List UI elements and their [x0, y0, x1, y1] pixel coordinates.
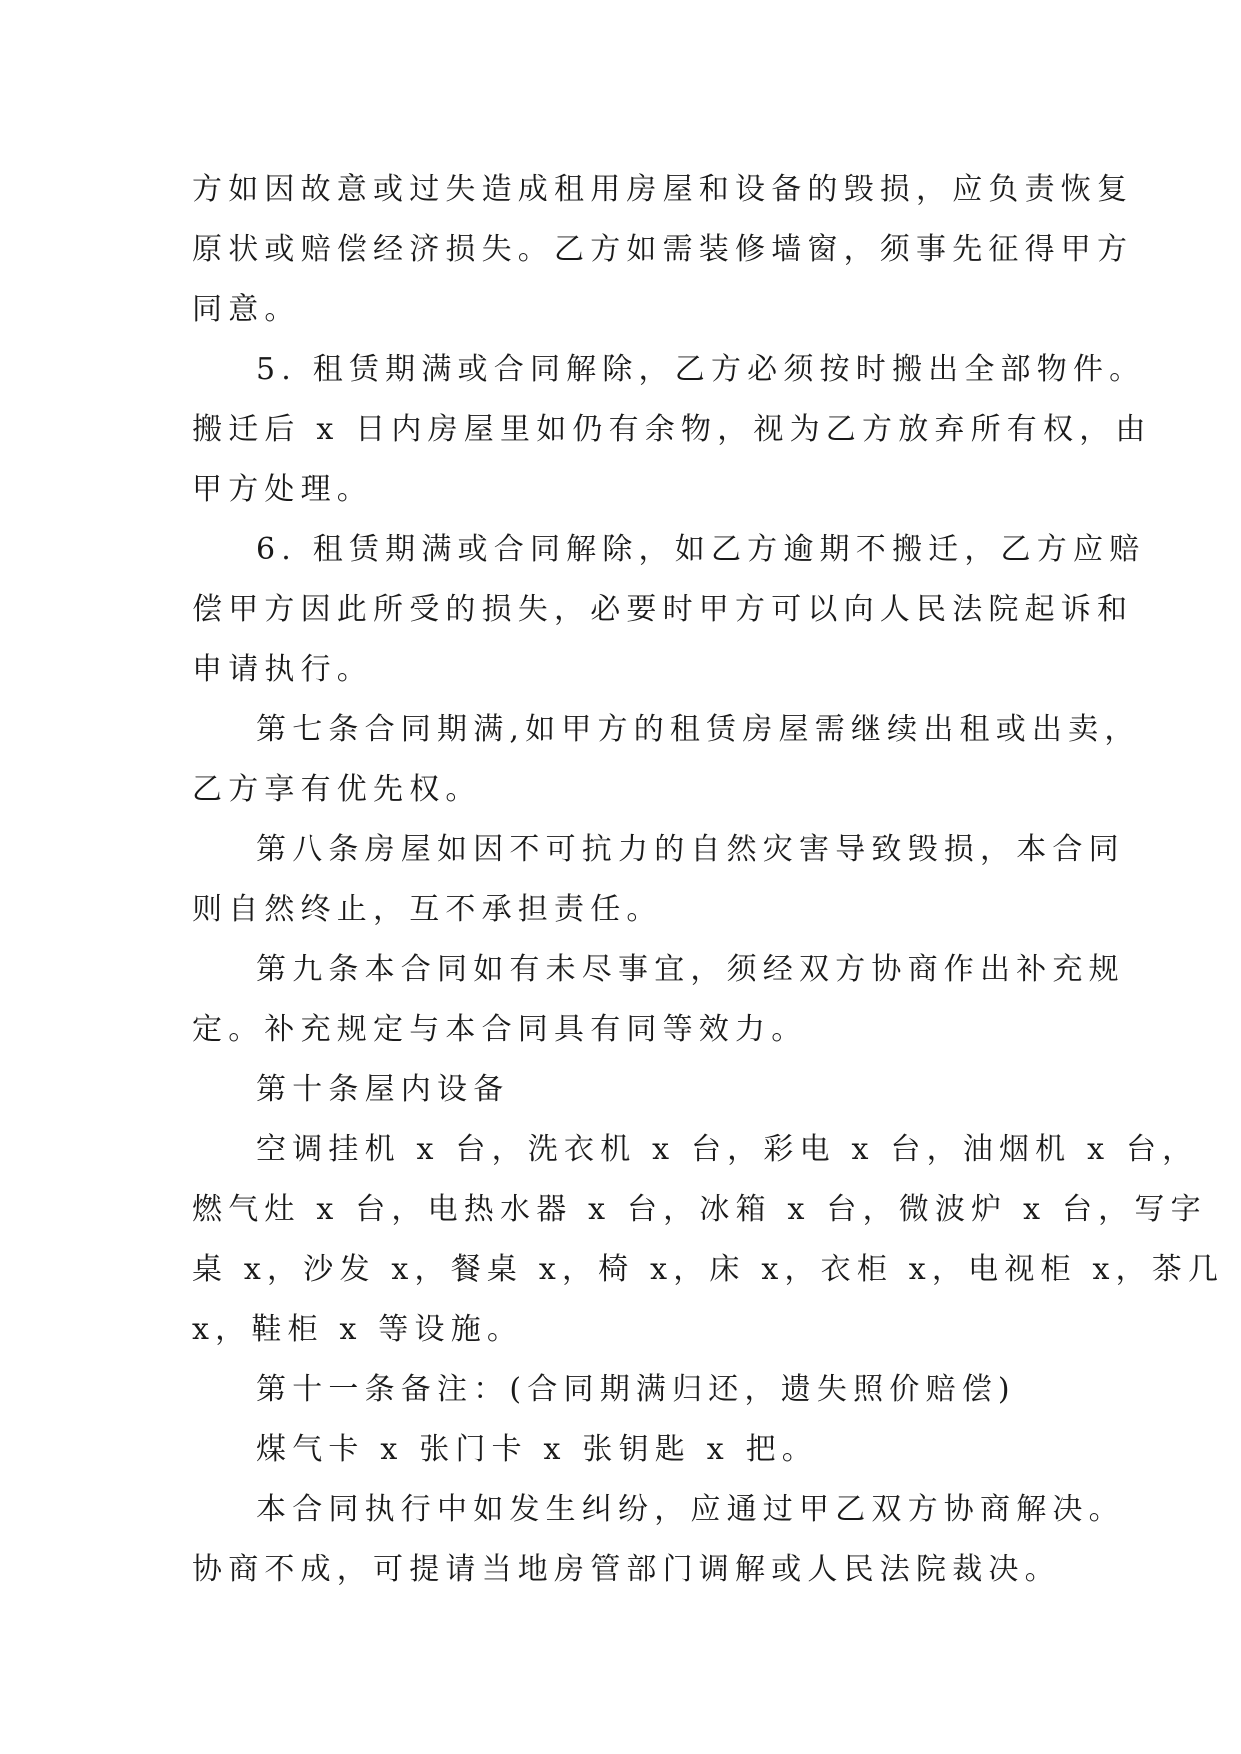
text-line: 第八条房屋如因不可抗力的自然灾害导致毁损，本合同	[256, 832, 1125, 867]
text-line: 乙方享有优先权。	[192, 772, 482, 807]
text-line: 方如因故意或过失造成租用房屋和设备的毁损，应负责恢复	[192, 172, 1134, 207]
text-line: 偿甲方因此所受的损失，必要时甲方可以向人民法院起诉和	[192, 592, 1134, 627]
text-line: 6. 租赁期满或合同解除，如乙方逾期不搬迁，乙方应赔	[256, 532, 1146, 567]
text-line: x，鞋柜 x 等设施。	[192, 1312, 524, 1347]
text-line: 桌 x，沙发 x，餐桌 x，椅 x，床 x，衣柜 x，电视柜 x，茶几	[192, 1252, 1225, 1287]
text-line: 则自然终止，互不承担责任。	[192, 892, 663, 927]
text-line: 煤气卡 x 张门卡 x 张钥匙 x 把。	[256, 1432, 818, 1467]
text-line: 定。补充规定与本合同具有同等效力。	[192, 1012, 808, 1047]
text-line: 第九条本合同如有未尽事宜，须经双方协商作出补充规	[256, 952, 1125, 987]
text-line: 第十条屋内设备	[256, 1072, 510, 1107]
text-line: 搬迁后 x 日内房屋里如仍有余物，视为乙方放弃所有权，由	[192, 412, 1152, 447]
text-line: 同意。	[192, 292, 301, 327]
document-body	[192, 160, 1225, 1600]
text-line: 甲方处理。	[192, 472, 373, 507]
text-line: 申请执行。	[192, 652, 373, 687]
text-line: 本合同执行中如发生纠纷，应通过甲乙双方协商解决。	[256, 1492, 1125, 1527]
text-line: 第七条合同期满,如甲方的租赁房屋需继续出租或出卖，	[256, 712, 1141, 747]
text-line: 燃气灶 x 台，电热水器 x 台，冰箱 x 台，微波炉 x 台，写字	[192, 1192, 1207, 1227]
text-line: 空调挂机 x 台，洗衣机 x 台，彩电 x 台，油烟机 x 台，	[256, 1132, 1199, 1167]
text-line: 原状或赔偿经济损失。乙方如需装修墙窗，须事先征得甲方	[192, 232, 1134, 267]
text-line: 第十一条备注：(合同期满归还，遗失照价赔偿)	[256, 1372, 1016, 1407]
text-line: 5. 租赁期满或合同解除，乙方必须按时搬出全部物件。	[256, 352, 1146, 387]
text-line: 协商不成，可提请当地房管部门调解或人民法院裁决。	[192, 1552, 1061, 1587]
